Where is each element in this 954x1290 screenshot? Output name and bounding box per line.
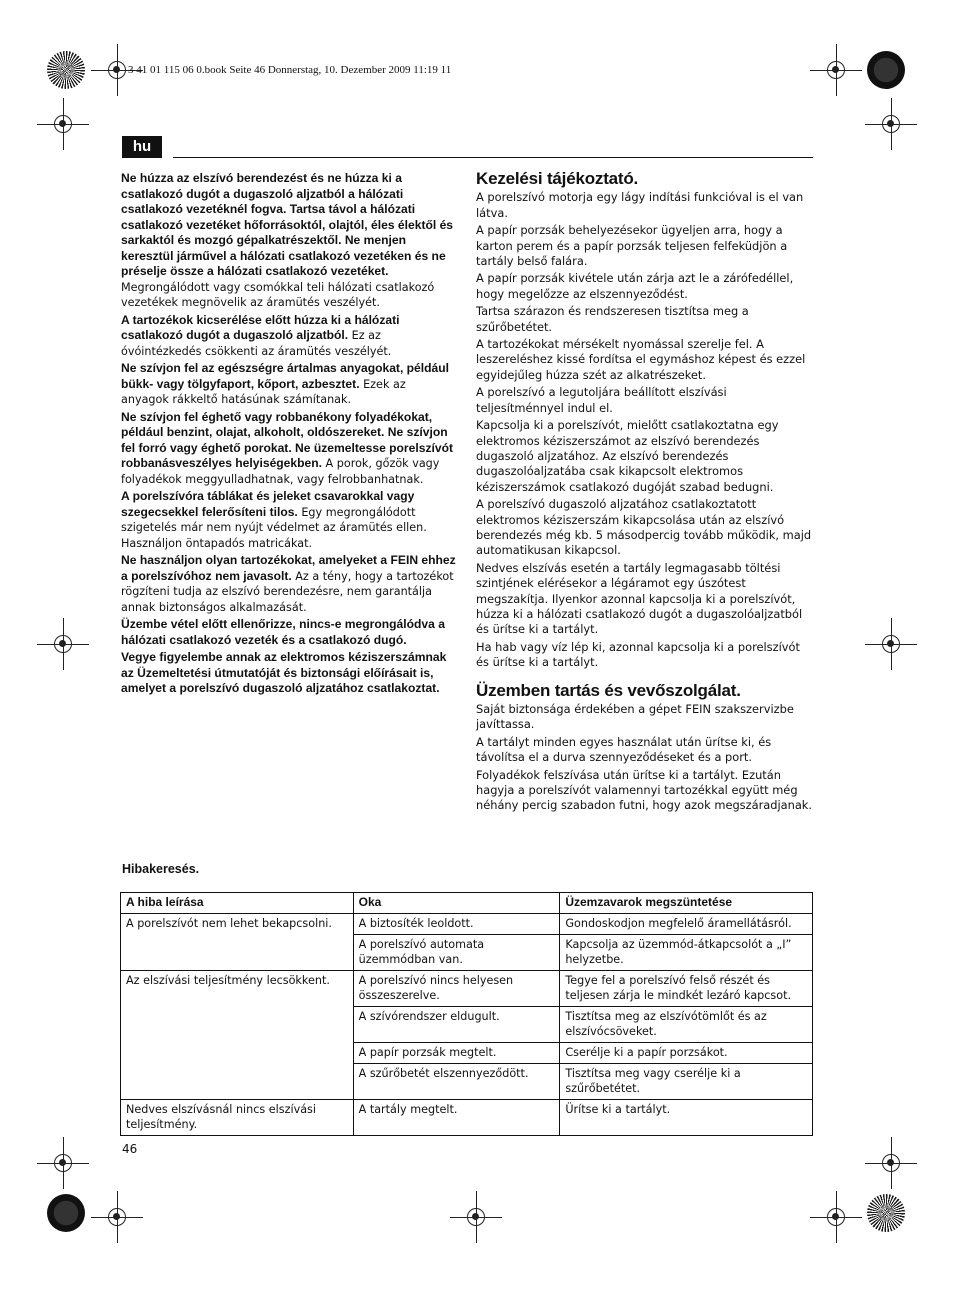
paragraph-normal-text: Az a tény, hogy a tartozékot rögzíteni tudja az elszívó berendezésre, nem garantálja annak biztonságos alkalmazását.: [121, 569, 454, 614]
remedy-cell: Tegye fel a porelszívó felső részét és teljesen zárja le mindkét lezáró kapcsot.: [560, 971, 813, 1007]
remedy-cell: Gondoskodjon megfelelő áramellátásról.: [560, 914, 813, 935]
operation-paragraph: A porelszívó a legutoljára beállított elszívási teljesítménnyel indul el.: [476, 385, 727, 415]
page-number: 46: [122, 1142, 138, 1156]
book-info-line: 3 41 01 115 06 0.book Seite 46 Donnerstag, 10. Dezember 2009 11:19 11: [128, 64, 452, 76]
registration-wheel-icon: [47, 1194, 85, 1232]
paragraph-bold-text: A porelszívóra táblákat és jeleket csavarokkal vagy szegecsekkel felerősíteni tilos.: [121, 489, 415, 519]
fault-cell: Nedves elszívásnál nincs elszívási teljesítmény.: [121, 1100, 354, 1136]
table-row: [121, 971, 813, 1007]
registration-wheel-icon: [867, 51, 905, 89]
column-header-cause: Oka: [353, 893, 560, 914]
operation-paragraph: Nedves elszívás esetén a tartály legmagasabb töltési szintjének elérésekor a légáramot egy úszótest megszakítja. Ilyenkor azonnal kapcsolja ki a porelszívót, húzza ki a hálózati csatlakozó dugót a dugaszolóaljzatból és ürítse ki a tartályt.: [476, 560, 803, 637]
paragraph-bold-text: Ne húzza az elszívó berendezést és ne húzza ki a csatlakozó dugót a dugaszoló aljzatból a hálózati csatlakozó vezetéknél fogva. Tartsa távol a hálózati csatlakozó vezetéket hőforrásoktól, olajtól, éles élektől és sarkaktól és mozgó gépalkatrészektől. Ne menjen keresztül járművel a hálózati csatlakozó vezetéken és ne préselje össze a hálózati csatlakozó vezetéket.: [121, 171, 454, 278]
safety-paragraph: [121, 489, 456, 551]
section-heading-operation: Kezelési tájékoztató.: [476, 169, 639, 188]
paragraph-bold-text: Üzembe vétel előtt ellenőrizze, nincs-e megrongálódva a hálózati csatlakozó vezeték és a csatlakozó dugó.: [121, 617, 445, 647]
operation-paragraph: A tartozékokat mérsékelt nyomással szerelje fel. A leszereléshez kissé fordítsa el egymáshoz képest és ezzel egyidejűleg húzza szét az alkatrészeket.: [476, 337, 806, 382]
operating-instructions-column: [476, 171, 814, 816]
safety-paragraph: [121, 617, 456, 648]
table-row: [121, 914, 813, 935]
fault-cell: Az elszívási teljesítmény lecsökkent.: [121, 971, 354, 1100]
operation-paragraph: A porelszívó motorja egy lágy indítási funkcióval is el van látva.: [476, 190, 804, 220]
remedy-cell: Tisztítsa meg az elszívótömlőt és az elszívócsöveket.: [560, 1007, 813, 1043]
section-heading-maintenance: Üzemben tartás és vevőszolgálat.: [476, 680, 741, 700]
paragraph-normal-text: Ezek az anyagok rákkeltő hatásúnak számítanak.: [121, 377, 406, 406]
remedy-cell: Cserélje ki a papír porzsákot.: [560, 1043, 813, 1064]
safety-instructions-column: [121, 171, 456, 699]
paragraph-normal-text: Megrongálódott vagy csomókkal teli hálózati csatlakozó vezetékek megnövelik az áramütés veszélyét.: [121, 280, 435, 309]
paragraph-normal-text: Ez az óvóintézkedés csökkenti az áramütés veszélyét.: [121, 329, 392, 358]
paragraph-bold-text: Ne használjon olyan tartozékokat, amelyeket a FEIN ehhez a porelszívóhoz nem javasolt.: [121, 553, 456, 583]
operation-paragraph: Tartsa szárazon és rendszeresen tisztítsa meg a szűrőbetétet.: [476, 304, 749, 334]
troubleshooting-table: [120, 892, 813, 1136]
safety-paragraph: [121, 361, 456, 408]
registration-wheel-icon: [47, 51, 85, 89]
registration-wheel-icon: [867, 1194, 905, 1232]
paragraph-normal-text: A porok, gőzök vagy folyadékok meggyulladhatnak, vagy felrobbanhatnak.: [121, 457, 440, 486]
column-header-fault: A hiba leírása: [121, 893, 354, 914]
paragraph-bold-text: A tartozékok kicserélése előtt húzza ki a hálózati csatlakozó dugót a dugaszoló aljzatból.: [121, 312, 400, 342]
paragraph-bold-text: Vegye figyelembe annak az elektromos kéziszerszámnak az Üzemeltetési útmutatóját és biztonsági előírásait is, amelyet a porelszívó dugaszoló aljzatához csatlakoztat.: [121, 650, 447, 695]
cause-cell: A szívórendszer eldugult.: [353, 1007, 560, 1043]
paragraph-bold-text: Ne szívjon fel az egészségre ártalmas anyagokat, például bükk- vagy tölgyfaport, kőport, azbesztet.: [121, 361, 450, 391]
remedy-cell: Kapcsolja az üzemmód-átkapcsolót a „I” helyzetbe.: [560, 935, 813, 971]
troubleshooting-title: Hibakeresés.: [122, 862, 200, 876]
maintenance-paragraph: A tartályt minden egyes használat után ürítse ki, és távolítsa el a durva szennyeződéseket és a port.: [476, 734, 772, 765]
operation-paragraph: A porelszívó dugaszoló aljzatához csatlakoztatott elektromos kéziszerszám kikapcsolása után az elszívó berendezés még kb. 5 másodpercig tovább működik, majd automatikusan kikapcsol.: [476, 497, 812, 558]
maintenance-paragraph: Saját biztonsága érdekében a gépet FEIN szakszervizbe javíttassa.: [476, 702, 794, 732]
cause-cell: A porelszívó nincs helyesen összeszerelve.: [353, 971, 560, 1007]
safety-paragraph: [121, 650, 456, 697]
cause-cell: A biztosíték leoldott.: [353, 914, 560, 935]
safety-paragraph: [121, 553, 456, 615]
header-rule: [173, 157, 813, 158]
paragraph-bold-text: Ne szívjon fel éghető vagy robbanékony folyadékokat, például benzint, olajat, alkoholt, oldószereket. Ne szívjon fel forró vagy éghető porokat. Ne üzemeltesse porelszívót robbanásveszélyes helyiségekben.: [121, 409, 453, 470]
safety-paragraph: [121, 313, 456, 360]
cause-cell: A tartály megtelt.: [353, 1100, 560, 1136]
safety-paragraph: [121, 171, 456, 311]
language-badge: hu: [122, 136, 162, 158]
cause-cell: A szűrőbetét elszennyeződött.: [353, 1064, 560, 1100]
table-row: [121, 1100, 813, 1136]
operation-paragraph: A papír porzsák kivétele után zárja azt le a zárófedéllel, hogy megelőzze az elszennyeződést.: [476, 271, 794, 301]
safety-paragraph: [121, 410, 456, 488]
paragraph-normal-text: Egy megrongálódott szigetelés már nem nyújt védelmet az áramütés ellen. Használjon öntapadós matricákat.: [121, 505, 427, 550]
table-header-row: [121, 893, 813, 914]
cause-cell: A porelszívó automata üzemmódban van.: [353, 935, 560, 971]
remedy-cell: Ürítse ki a tartályt.: [560, 1100, 813, 1136]
operation-paragraph: Kapcsolja ki a porelszívót, mielőtt csatlakoztatna egy elektromos kéziszerszámot az elszívó berendezés dugaszoló aljzatához. Az elszívó berendezés dugaszolóaljzatába csak kikapcsolt elektromos kéziszerszámok csatlakozó dugóját szabad bedugni.: [476, 418, 779, 494]
maintenance-paragraph: Folyadékok felszívása után ürítse ki a tartályt. Ezután hagyja a porelszívót valamennyi tartozékkal együtt még néhány percig szabadon futni, hogy azok megszáradjanak.: [476, 767, 813, 813]
remedy-cell: Tisztítsa meg vagy cserélje ki a szűrőbetétet.: [560, 1064, 813, 1100]
operation-paragraph: A papír porzsák behelyezésekor ügyeljen arra, hogy a karton perem és a papír porzsák teljesen felfeküdjön a tartály belső falára.: [476, 223, 788, 269]
fault-cell: A porelszívót nem lehet bekapcsolni.: [121, 914, 354, 971]
cause-cell: A papír porzsák megtelt.: [353, 1043, 560, 1064]
column-header-remedy: Üzemzavarok megszüntetése: [560, 893, 813, 914]
operation-paragraph: Ha hab vagy víz lép ki, azonnal kapcsolja ki a porelszívót és ürítse ki a tartályt.: [476, 639, 800, 670]
